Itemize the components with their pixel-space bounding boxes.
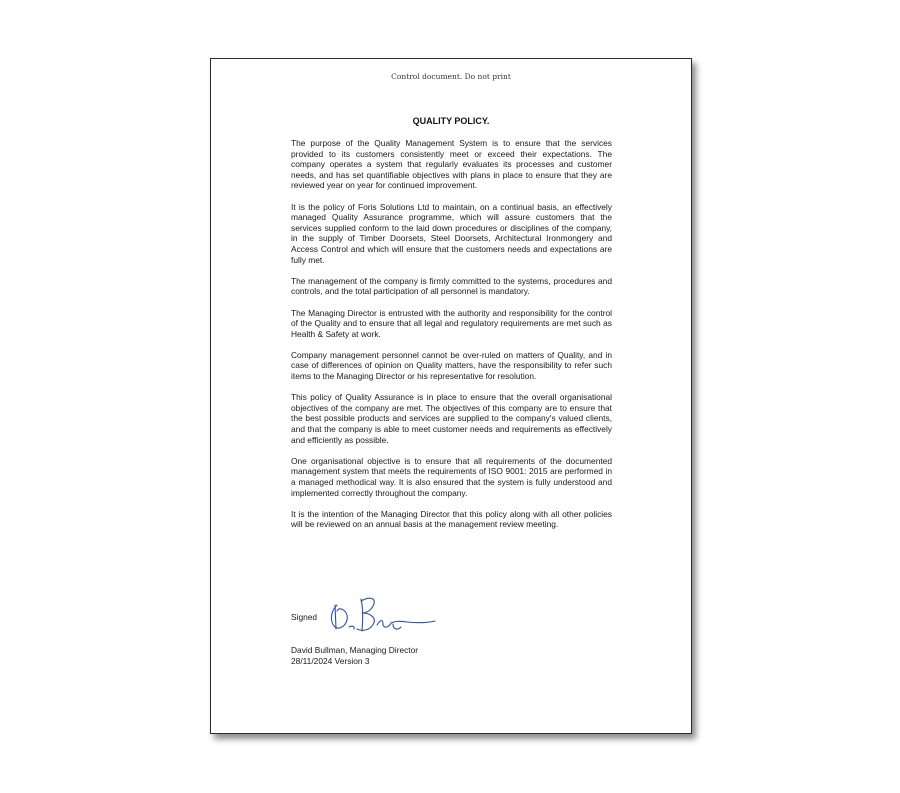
- header-note: Control document. Do not print: [391, 72, 511, 81]
- signature-block: [291, 591, 491, 641]
- paragraph-purpose: The purpose of the Quality Management System is to ensure that the services provided to its customers consistently meet or exceed their expectations. The company operates a system that regularly evaluates its processes and customer needs, and has set quantifiable objectives with plans in place to ensure that they are reviewed year on year for continued improvement.: [291, 138, 612, 191]
- signatory-name: David Bullman, Managing Director: [291, 645, 419, 655]
- date-version: 28/11/2024 Version 3: [291, 655, 370, 666]
- paragraph-management: The management of the company is firmly committed to the systems, procedures and controls, and the total participation of all personnel is mandatory.: [291, 275, 612, 297]
- page-title: QUALITY POLICY.: [412, 116, 490, 126]
- paragraph-managing-director: The Managing Director is entrusted with the authority and responsibility for the control of the Quality and to ensure that all legal and regulatory requirements are met such as Health & Safety at work.: [291, 307, 612, 339]
- paragraph-review: It is the intention of the Managing Director that this policy along with all other policies will be reviewed on an annual basis at the management review meeting.: [291, 508, 612, 530]
- paragraph-policy: It is the policy of Foris Solutions Ltd to maintain, on a continual basis, an effectively managed Quality Assurance programme, which will assure customers that the services supplied conform to the laid down procedures or disciplines of the company, in the supply of Timber Doorsets, Steel Doorsets, Architectural Ironmongery and Access Control and which will ensure that the customers needs and expectations are fully met.: [291, 201, 612, 265]
- paragraph-iso: One organisational objective is to ensure that all requirements of the documented management system that meets the requirements of ISO 9001: 2015 are performed in a managed methodical way. It is also ensured that the system is fully understood and implemented correctly throughout the company.: [291, 455, 612, 498]
- document-page: [210, 58, 692, 734]
- policy-body: [291, 138, 612, 541]
- signed-label: Signed: [291, 612, 318, 622]
- signature-icon: [327, 591, 437, 639]
- paragraph-personnel: Company management personnel cannot be over-ruled on matters of Quality, and in case of differences of opinion on Quality matters, have the responsibility to refer such items to the Managing Director or his representative for resolution.: [291, 349, 612, 382]
- signatory-block: [291, 645, 418, 666]
- paragraph-objectives: This policy of Quality Assurance is in place to ensure that the overall organisational objectives of the company are met. The objectives of this company are to ensure that the best possible products and services are supplied to the company's valued clients, and that the company is able to meet customer needs and requirements as effectively and efficiently as possible.: [291, 392, 612, 445]
